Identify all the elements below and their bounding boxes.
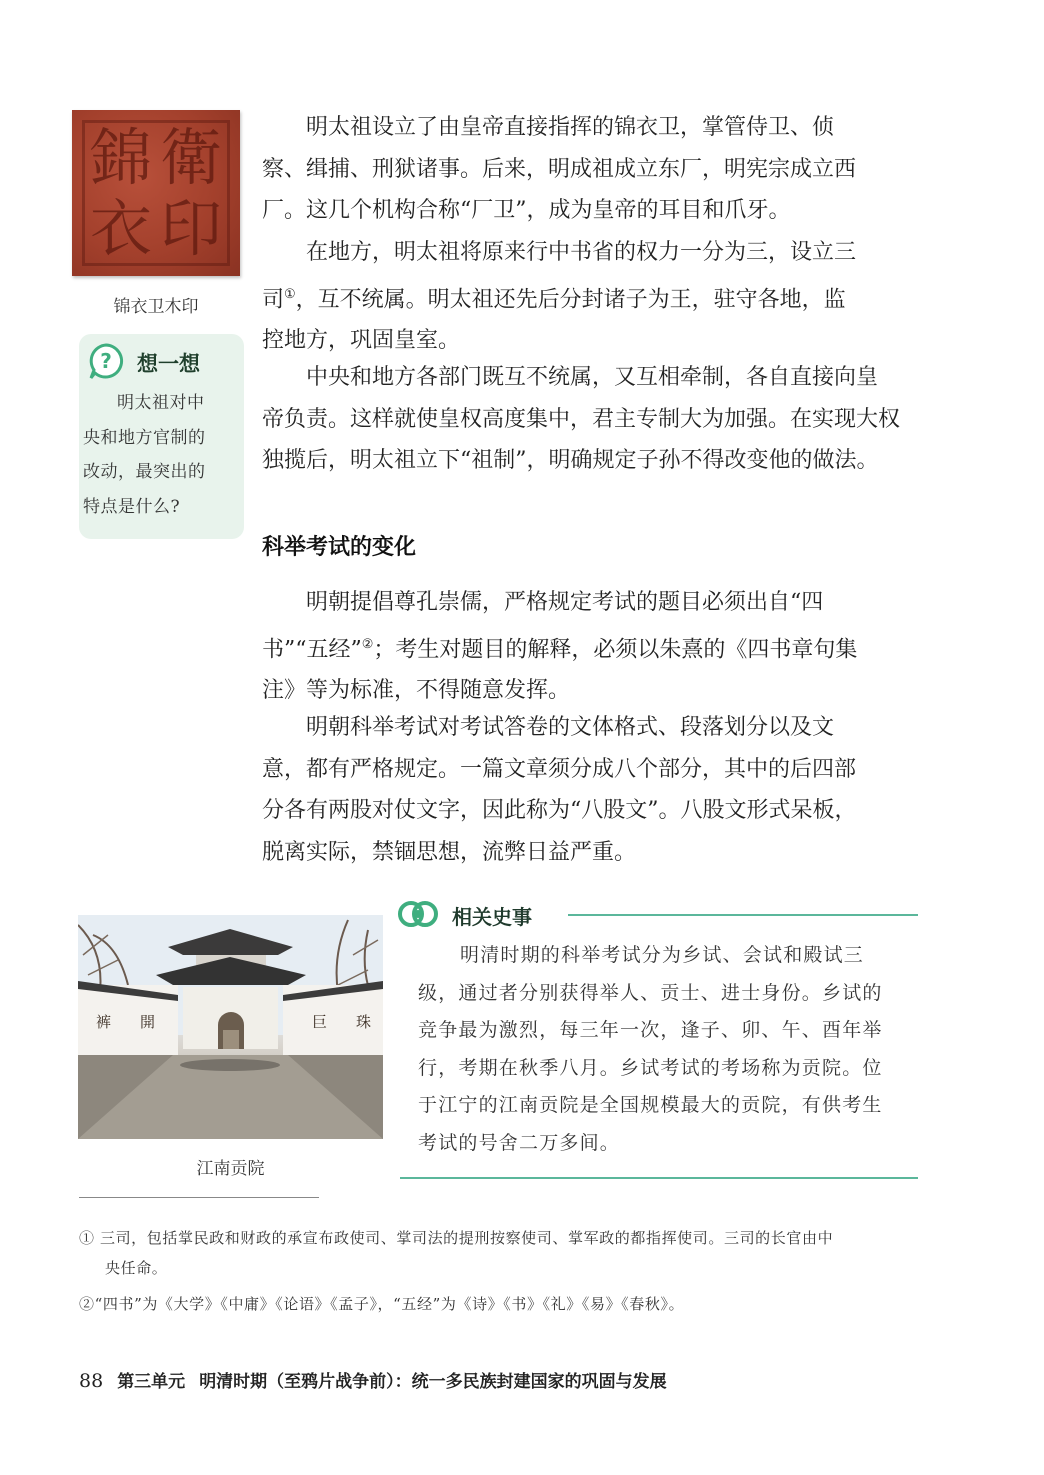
text-line: 意，都有严格规定。一篇文章须分成八个部分，其中的后四部 (262, 756, 857, 782)
text-line: 中央和地方各部门既互不统属，又互相牵制，各自直接向皇 (306, 365, 879, 390)
related-title-rule (568, 914, 918, 916)
footnote-1-continued: 央任命。 (105, 1259, 168, 1277)
think-line: 特点是什么? (83, 496, 181, 517)
paragraph-local (262, 232, 922, 362)
footnotes (79, 1223, 929, 1319)
wall-char: 珠 (356, 1013, 372, 1031)
unit-label: 第三单元 (117, 1372, 186, 1392)
jiangnan-gongyuan-photo (78, 915, 383, 1139)
footnote-1: ① 三司，包括掌民政和财政的承宣布政使司、掌司法的提刑按察使司、掌军政的都指挥使司。三司的长官由中 (79, 1229, 834, 1247)
related-line: 明清时期的科举考试分为乡试、会试和殿试三 (460, 944, 865, 966)
text-line: 注》等为标准，不得随意发挥。 (262, 678, 571, 704)
seal-image (72, 110, 240, 276)
text-line: 脱离实际，禁锢思想，流弊日益严重。 (262, 839, 637, 865)
text-line: 分各有两股对仗文字，因此称为“八股文”。八股文形式呆板， (262, 798, 857, 823)
text-fragment: ；考生对题目的解释，必须以朱熹的《四书章句集 (373, 636, 858, 662)
text-fragment: ，互不统属。明太祖还先后分封诸子为王，驻守各地，监 (295, 286, 846, 312)
text-line: 察、缉捕、刑狱诸事。后来，明成祖成立东厂，明宪宗成立西 (262, 156, 857, 182)
related-history-title: 相关史事 (452, 905, 532, 929)
seal-glyph: 衣 (89, 191, 152, 265)
text-line: 控地方，巩固皇室。 (262, 328, 461, 354)
wall-char: 裤 (96, 1013, 112, 1031)
seal-glyph: 錦 (89, 120, 152, 194)
wall-char: 巨 (312, 1013, 328, 1031)
think-box (79, 334, 244, 539)
svg-text:?: ? (100, 349, 112, 373)
text-line: 明太祖设立了由皇帝直接指挥的锦衣卫，掌管侍卫、侦 (306, 115, 835, 140)
think-body (83, 386, 235, 524)
question-icon (87, 342, 125, 380)
section-heading: 科举考试的变化 (262, 535, 417, 560)
photo-illustration (78, 915, 383, 1139)
seal-glyph: 印 (159, 191, 222, 265)
unit-description: 明清时期（至鸦片战争前）：统一多民族封建国家的巩固与发展 (199, 1372, 667, 1392)
footnote-divider (79, 1197, 319, 1198)
text-line: 在地方，明太祖将原来行中书省的权力一分为三，设立三 (306, 240, 857, 265)
think-line: 央和地方官制的 (83, 427, 206, 448)
think-title: 想一想 (137, 352, 200, 376)
related-line: 级，通过者分别获得举人、贡士、进士身份。乡试的 (418, 981, 883, 1004)
paragraph-jinyiwei (262, 107, 922, 232)
footnote-2: ②“四书”为《大学》《中庸》《论语》《孟子》，“五经”为《诗》《书》《礼》《易》《春秋》。 (79, 1295, 685, 1313)
text-line: 明朝科举考试对考试答卷的文体格式、段落划分以及文 (306, 715, 835, 740)
photo-caption: 江南贡院 (196, 1159, 265, 1179)
text-fragment: 书”“五经” (262, 636, 362, 662)
paragraph-eight-legged (262, 707, 922, 873)
seal-glyphs (86, 122, 226, 264)
text-line: 厂。这几个机构合称“厂卫”，成为皇帝的耳目和爪牙。 (262, 198, 791, 223)
related-bottom-rule (400, 1177, 918, 1179)
related-history-icon (398, 897, 438, 931)
think-line: 明太祖对中 (117, 393, 205, 413)
text-fragment: 司 (262, 286, 285, 312)
page-footer (79, 1367, 667, 1392)
related-line: 行，考期在秋季八月。乡试考试的考场称为贡院。位 (418, 1056, 883, 1079)
text-line: 独揽后，明太祖立下“祖制”，明确规定子孙不得改变他的做法。 (262, 448, 879, 473)
text-line (262, 274, 922, 321)
text-line (262, 624, 922, 671)
think-line: 改动，最突出的 (83, 462, 206, 482)
seal-glyph: 衛 (159, 120, 222, 194)
related-line: 竞争最为激烈，每三年一次，逢子、卯、午、酉年举 (418, 1019, 883, 1041)
paragraph-confucian (262, 582, 922, 712)
related-history-body (418, 937, 918, 1162)
paragraph-centralization (262, 357, 922, 482)
seal-caption: 锦衣卫木印 (113, 297, 199, 317)
footnote-ref-1[interactable]: ① (284, 286, 296, 302)
footnote-ref-2[interactable]: ② (361, 636, 374, 652)
page-number: 88 (79, 1370, 104, 1392)
text-line: 明朝提倡尊孔崇儒，严格规定考试的题目必须出自“四 (306, 590, 824, 615)
related-line: 于江宁的江南贡院是全国规模最大的贡院，有供考生 (418, 1094, 883, 1116)
related-line: 考试的号舍二万多间。 (418, 1131, 621, 1154)
wall-char: 開 (140, 1013, 156, 1031)
text-line: 帝负责。这样就使皇权高度集中，君主专制大为加强。在实现大权 (262, 406, 901, 432)
